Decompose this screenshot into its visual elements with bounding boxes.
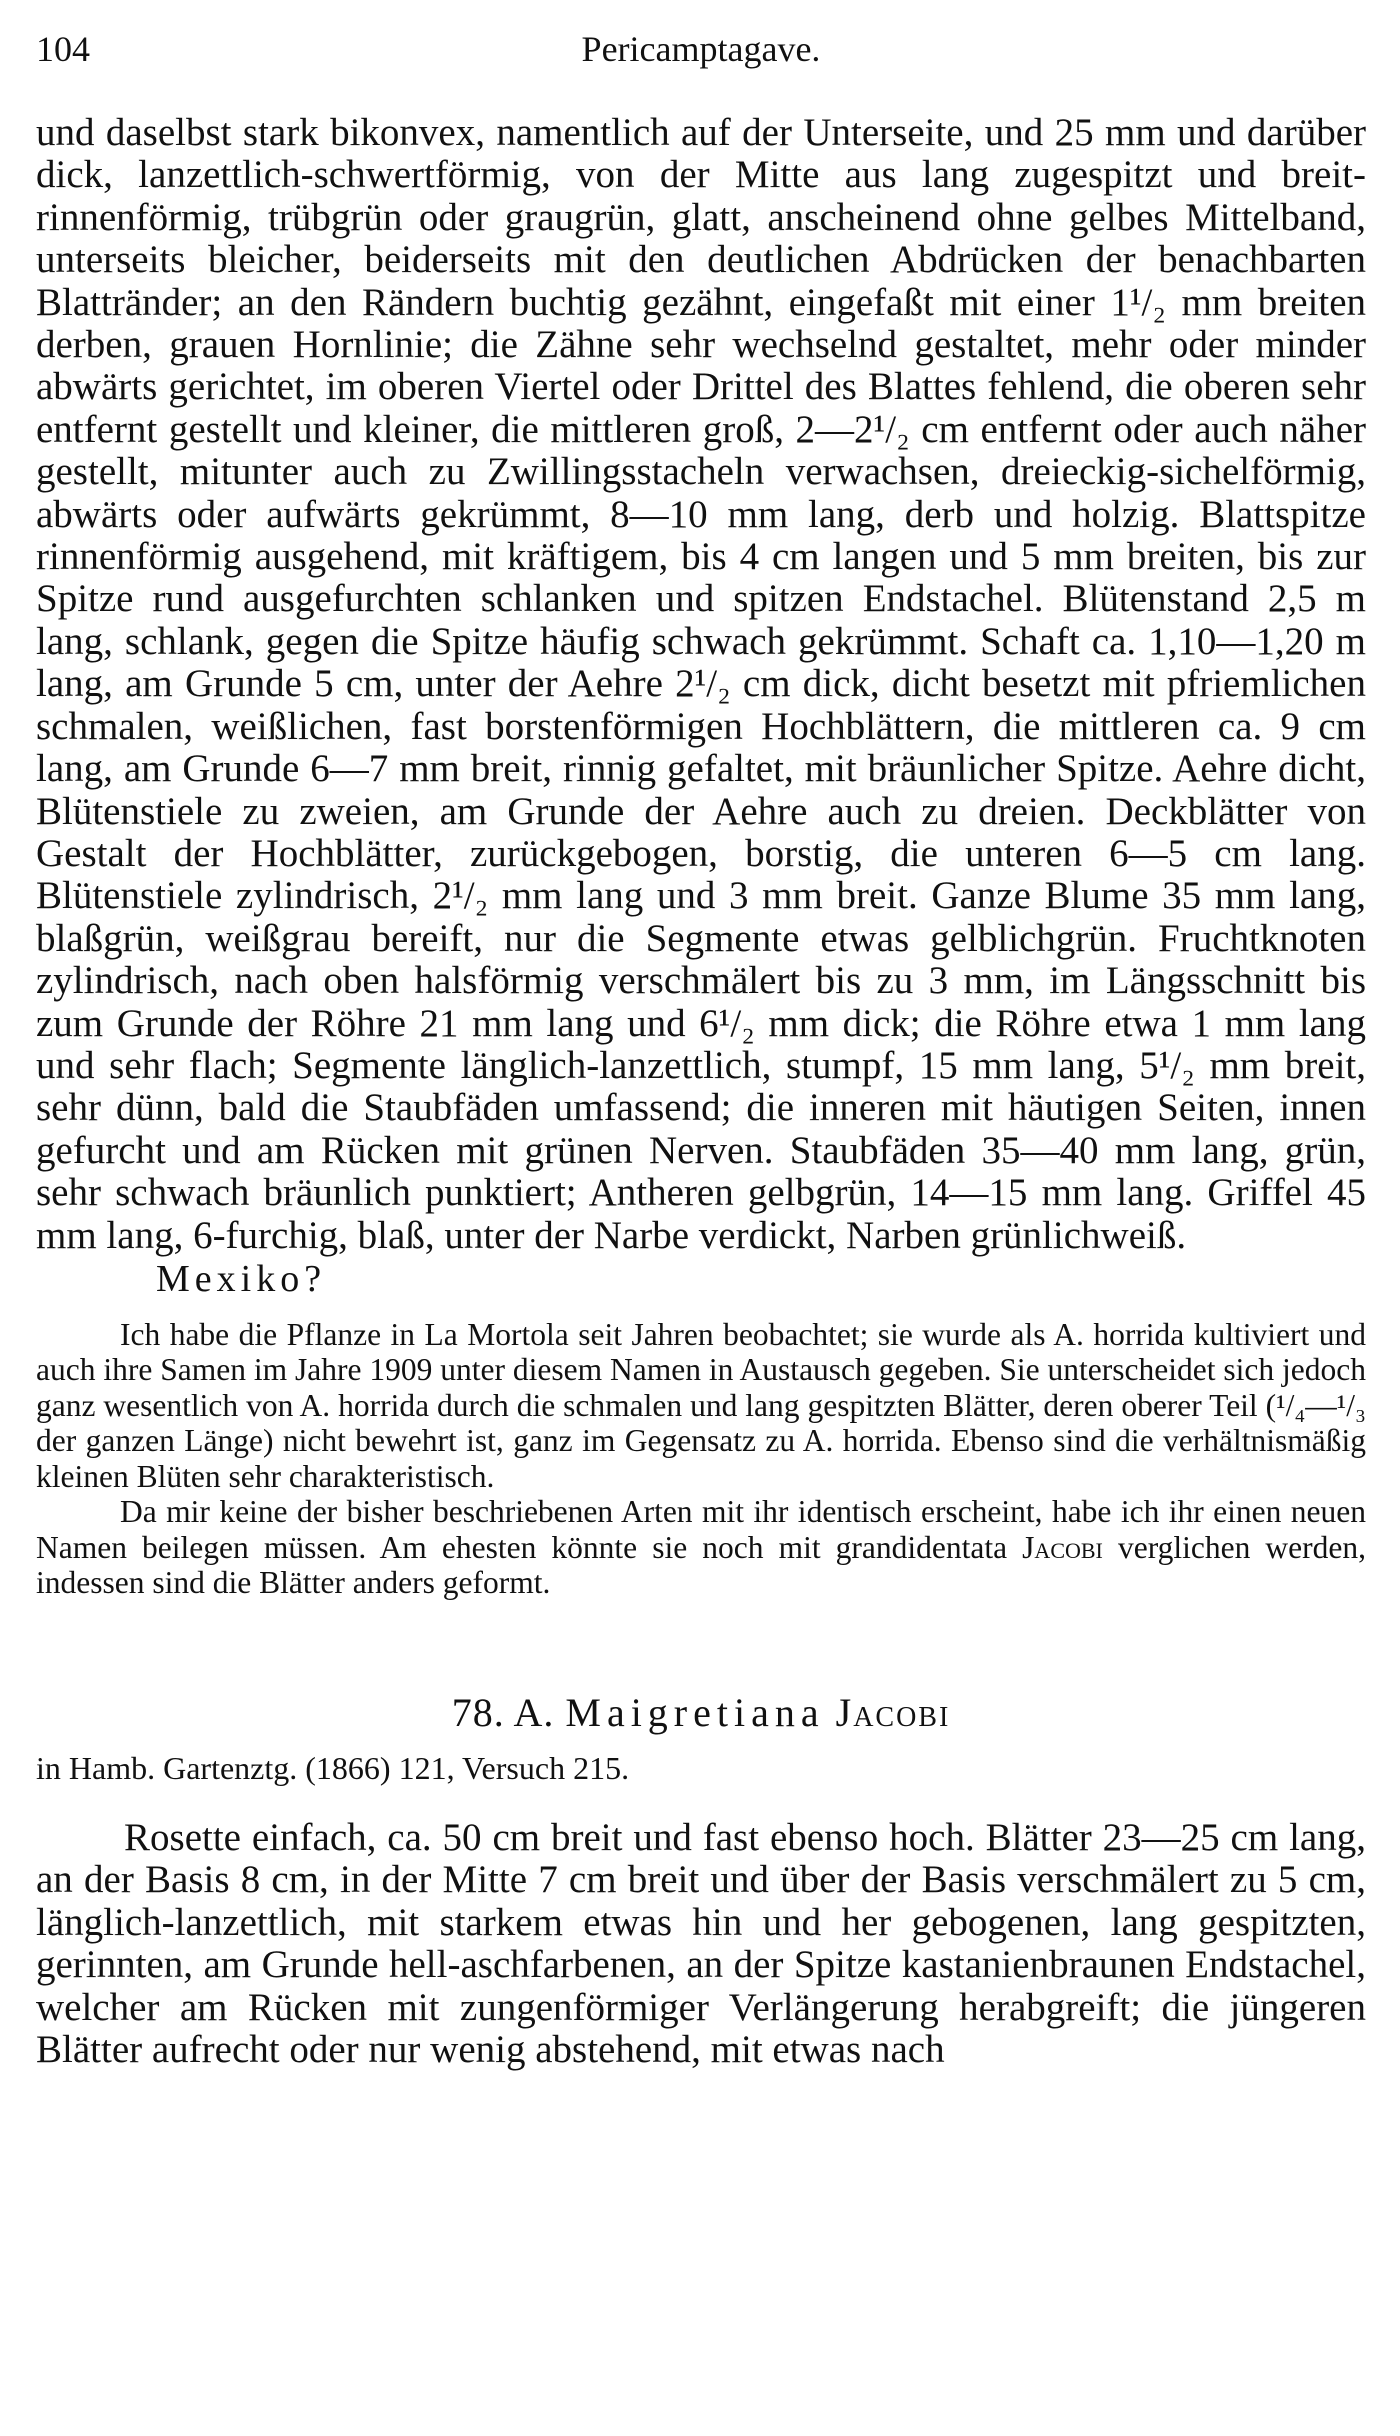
- note-paragraph-1: Ich habe die Pflanze in La Mortola seit Jahren beobachtet; sie wurde als A. horrida kultiviert und auch ihre Samen im Jahre 1909 unter diesem Namen in Austausch gegeben. Sie unterscheidet sich jedoch ganz wesentlich von A. horrida durch die schmalen und lang gespitzten Blätter, deren oberer Teil (¹/₄—¹/₃ der ganzen Länge) nicht bewehrt ist, ganz im Gegensatz zu A. horrida. Ebenso sind die verhältnismäßig kleinen Blüten sehr charakteristisch.: [36, 1316, 1366, 1494]
- species-author: Jacobi: [835, 1689, 951, 1735]
- note-author: Jacobi: [1022, 1529, 1103, 1565]
- running-head: [36, 28, 1366, 88]
- page-number: 104: [36, 29, 90, 69]
- species-heading: [36, 1689, 1366, 1736]
- locality-line: Mexiko?: [156, 1257, 327, 1300]
- species-description: [36, 1817, 1366, 2071]
- description-paragraph: und daselbst stark bikonvex, namentlich auf der Unterseite, und 25 mm und darüber dick, lanzettlich-schwertförmig, von der Mitte aus lang zugespitzt und breit-rinnenförmig, trübgrün oder graugrün, glatt, anscheinend ohne gelbes Mittelband, unterseits bleicher, beiderseits mit den deutlichen Abdrücken der benachbarten Blattränder; an den Rändern buchtig gezähnt, eingefaßt mit einer 1¹/₂ mm breiten derben, grauen Hornlinie; die Zähne sehr wechselnd gestaltet, mehr oder minder abwärts gerichtet, im oberen Viertel oder Drittel des Blattes fehlend, die oberen sehr entfernt gestellt und kleiner, die mittleren groß, 2—2¹/₂ cm entfernt oder auch näher gestellt, mitunter auch zu Zwillingsstacheln verwachsen, dreieckig-sichelförmig, abwärts oder aufwärts gekrümmt, 8—10 mm lang, derb und holzig. Blattspitze rinnenförmig ausgehend, mit kräftigem, bis 4 cm langen und 5 mm breiten, bis zur Spitze rund ausgefurchten schlanken und spitzen Endstachel. Blütenstand 2,5 m lang, schlank, gegen die Spitze häufig schwach gekrümmt. Schaft ca. 1,10—1,20 m lang, am Grunde 5 cm, unter der Aehre 2¹/₂ cm dick, dicht besetzt mit pfriemlichen schmalen, weißlichen, fast borstenförmigen Hochblättern, die mittleren ca. 9 cm lang, am Grunde 6—7 mm breit, rinnig gefaltet, mit bräunlicher Spitze. Aehre dicht, Blütenstiele zu zweien, am Grunde der Aehre auch zu dreien. Deckblätter von Gestalt der Hochblätter, zurückgebogen, borstig, die unteren 6—5 cm lang. Blütenstiele zylindrisch, 2¹/₂ mm lang und 3 mm breit. Ganze Blume 35 mm lang, blaßgrün, weißgrau bereift, nur die Segmente etwas gelblichgrün. Fruchtknoten zylindrisch, nach oben halsförmig verschmälert bis zu 3 mm, im Längsschnitt bis zum Grunde der Röhre 21 mm lang und 6¹/₂ mm dick; die Röhre etwa 1 mm lang und sehr flach; Segmente länglich-lanzettlich, stumpf, 15 mm lang, 5¹/₂ mm breit, sehr dünn, bald die Staubfäden umfassend; die inneren mit häutigen Seiten, innen gefurcht und am Rücken mit grünen Nerven. Staubfäden 35—40 mm lang, grün, sehr schwach bräunlich punktiert; Antheren gelbgrün, 14—15 mm lang. Griffel 45 mm lang, 6-furchig, blaß, unter der Narbe verdickt, Narben grünlichweiß.: [36, 111, 1366, 1257]
- note-text-a: Da mir keine der bisher beschriebenen Arten mit ihr identisch erscheint, habe ich ihr einen neuen Namen beilegen müssen. Am ehesten könnte sie noch mit grandidentata: [36, 1494, 1366, 1565]
- note-paragraph-2: [36, 1494, 1366, 1601]
- running-title: Pericamptagave.: [581, 29, 821, 69]
- editorial-note: [36, 1317, 1366, 1601]
- description-body: [36, 112, 1366, 1257]
- book-page: [36, 28, 1366, 2071]
- species-number: 78. A.: [451, 1689, 566, 1735]
- species-citation: in Hamb. Gartenztg. (1866) 121, Versuch 215.: [36, 1749, 630, 1786]
- note-text-b: verglichen werden, indessen sind die Blätter anders geformt.: [36, 1529, 1366, 1601]
- species-name: Maigretiana: [565, 1689, 825, 1735]
- species-description-paragraph: Rosette einfach, ca. 50 cm breit und fast ebenso hoch. Blätter 23—25 cm lang, an der Basis 8 cm, in der Mitte 7 cm breit und über der Basis verschmälert zu 5 cm, länglich-lanzettlich, mit starkem etwas hin und her gebogenen, lang gespitzten, gerinnten, am Grunde hell-aschfarbenen, an der Spitze kastanienbraunen Endstachel, welcher am Rücken mit zungenförmiger Verlängerung herabgreift; die jüngeren Blätter aufrecht oder nur wenig abstehend, mit etwas nach: [36, 1815, 1366, 2071]
